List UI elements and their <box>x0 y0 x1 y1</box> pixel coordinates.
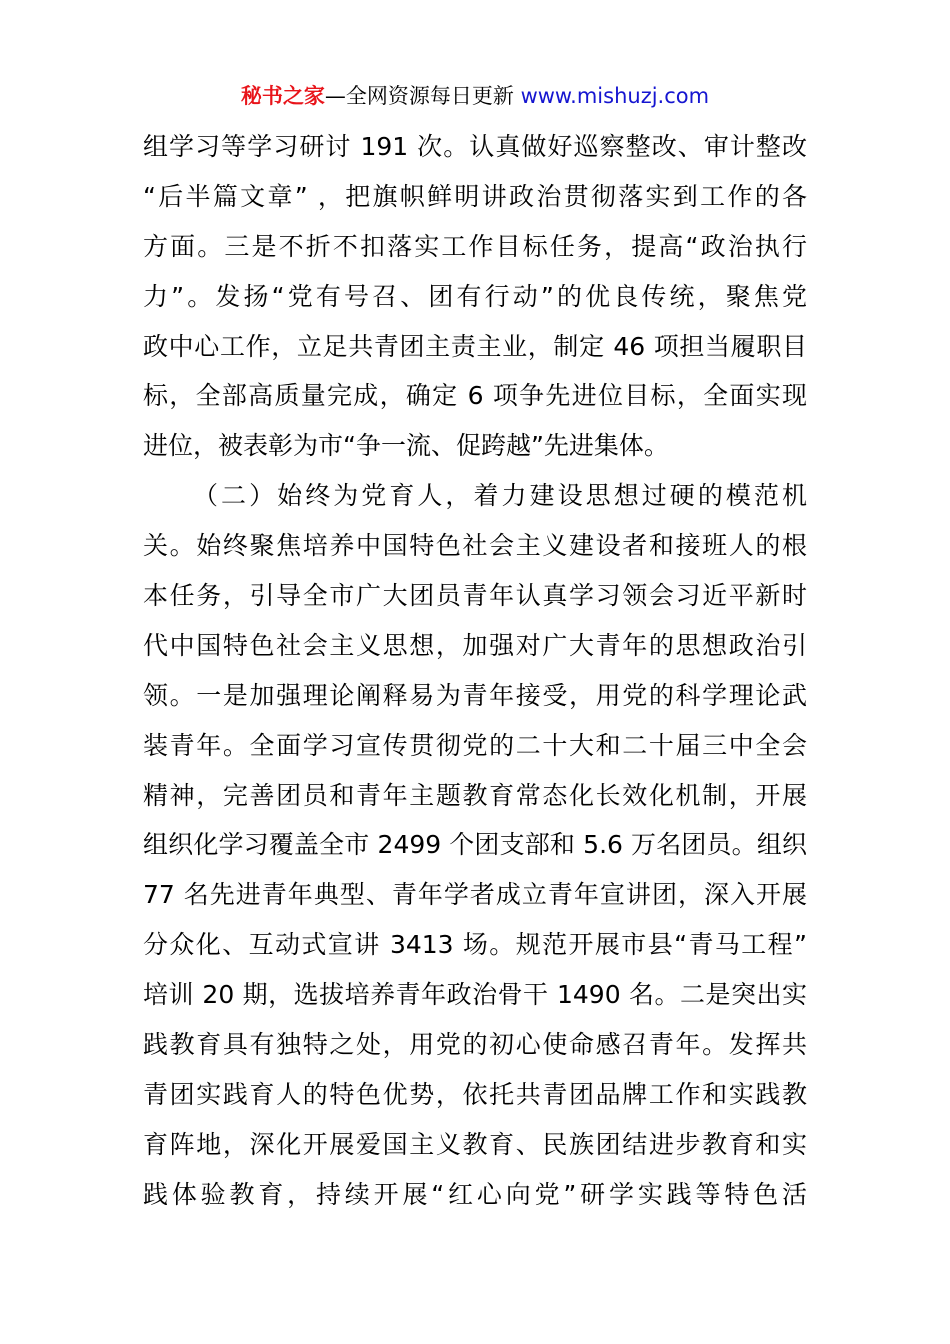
text-line: “后半篇文章” ，把旗帜鲜明讲政治贯彻落实到工作的各 <box>143 181 807 211</box>
paragraph-end-line: 进位，被表彰为市“争一流、促跨越”先进集体。 <box>143 431 669 461</box>
text-line: 政中心工作，立足共青团主责主业，制定 46 项担当履职目 <box>143 331 807 361</box>
text-line: 代中国特色社会主义思想，加强对广大青年的思想政治引 <box>143 630 807 660</box>
text-line: 装青年。全面学习宣传贯彻党的二十大和二十届三中全会 <box>143 730 807 760</box>
document-body <box>143 122 807 1220</box>
text-line: 分众化、互动式宣讲 3413 场。规范开展市县“青马工程” <box>143 930 807 960</box>
text-line: 标，全部高质量完成，确定 6 项争先进位目标，全面实现 <box>143 381 807 411</box>
text-line: 育阵地，深化开展爱国主义教育、民族团结进步教育和实 <box>143 1129 807 1159</box>
text-line: 青团实践育人的特色优势，依托共青团品牌工作和实践教 <box>143 1079 807 1109</box>
text-line: 领。一是加强理论阐释易为青年接受，用党的科学理论武 <box>143 680 807 710</box>
site-brand: 秘书之家 <box>240 84 325 108</box>
text-line: 本任务，引导全市广大团员青年认真学习领会习近平新时 <box>143 581 807 611</box>
text-line: 精神，完善团员和青年主题教育常态化长效化机制，开展 <box>143 780 807 810</box>
text-line: 践体验教育，持续开展“红心向党”研学实践等特色活 <box>143 1179 807 1209</box>
site-header <box>0 80 950 112</box>
section-heading-line: （二）始终为党育人，着力建设思想过硬的模范机 <box>193 481 807 511</box>
text-line: 践教育具有独特之处，用党的初心使命感召青年。发挥共 <box>143 1030 807 1060</box>
text-line: 77 名先进青年典型、青年学者成立青年宣讲团，深入开展 <box>143 880 807 910</box>
text-line: 组学习等学习研讨 191 次。认真做好巡察整改、审计整改 <box>143 132 807 161</box>
text-line: 方面。三是不折不扣落实工作目标任务，提高“政治执行 <box>143 231 807 261</box>
text-line: 培训 20 期，选拔培养青年政治骨干 1490 名。二是突出实 <box>143 980 807 1010</box>
text-line: 力”。发扬“党有号召、团有行动”的优良传统，聚焦党 <box>143 281 807 311</box>
site-url-link[interactable]: www.mishuzj.com <box>520 84 710 108</box>
text-line: 组织化学习覆盖全市 2499 个团支部和 5.6 万名团员。组织 <box>143 830 807 860</box>
text-line: 关。始终聚焦培养中国特色社会主义建设者和接班人的根 <box>143 531 807 561</box>
site-tagline: —全网资源每日更新 <box>324 84 521 108</box>
